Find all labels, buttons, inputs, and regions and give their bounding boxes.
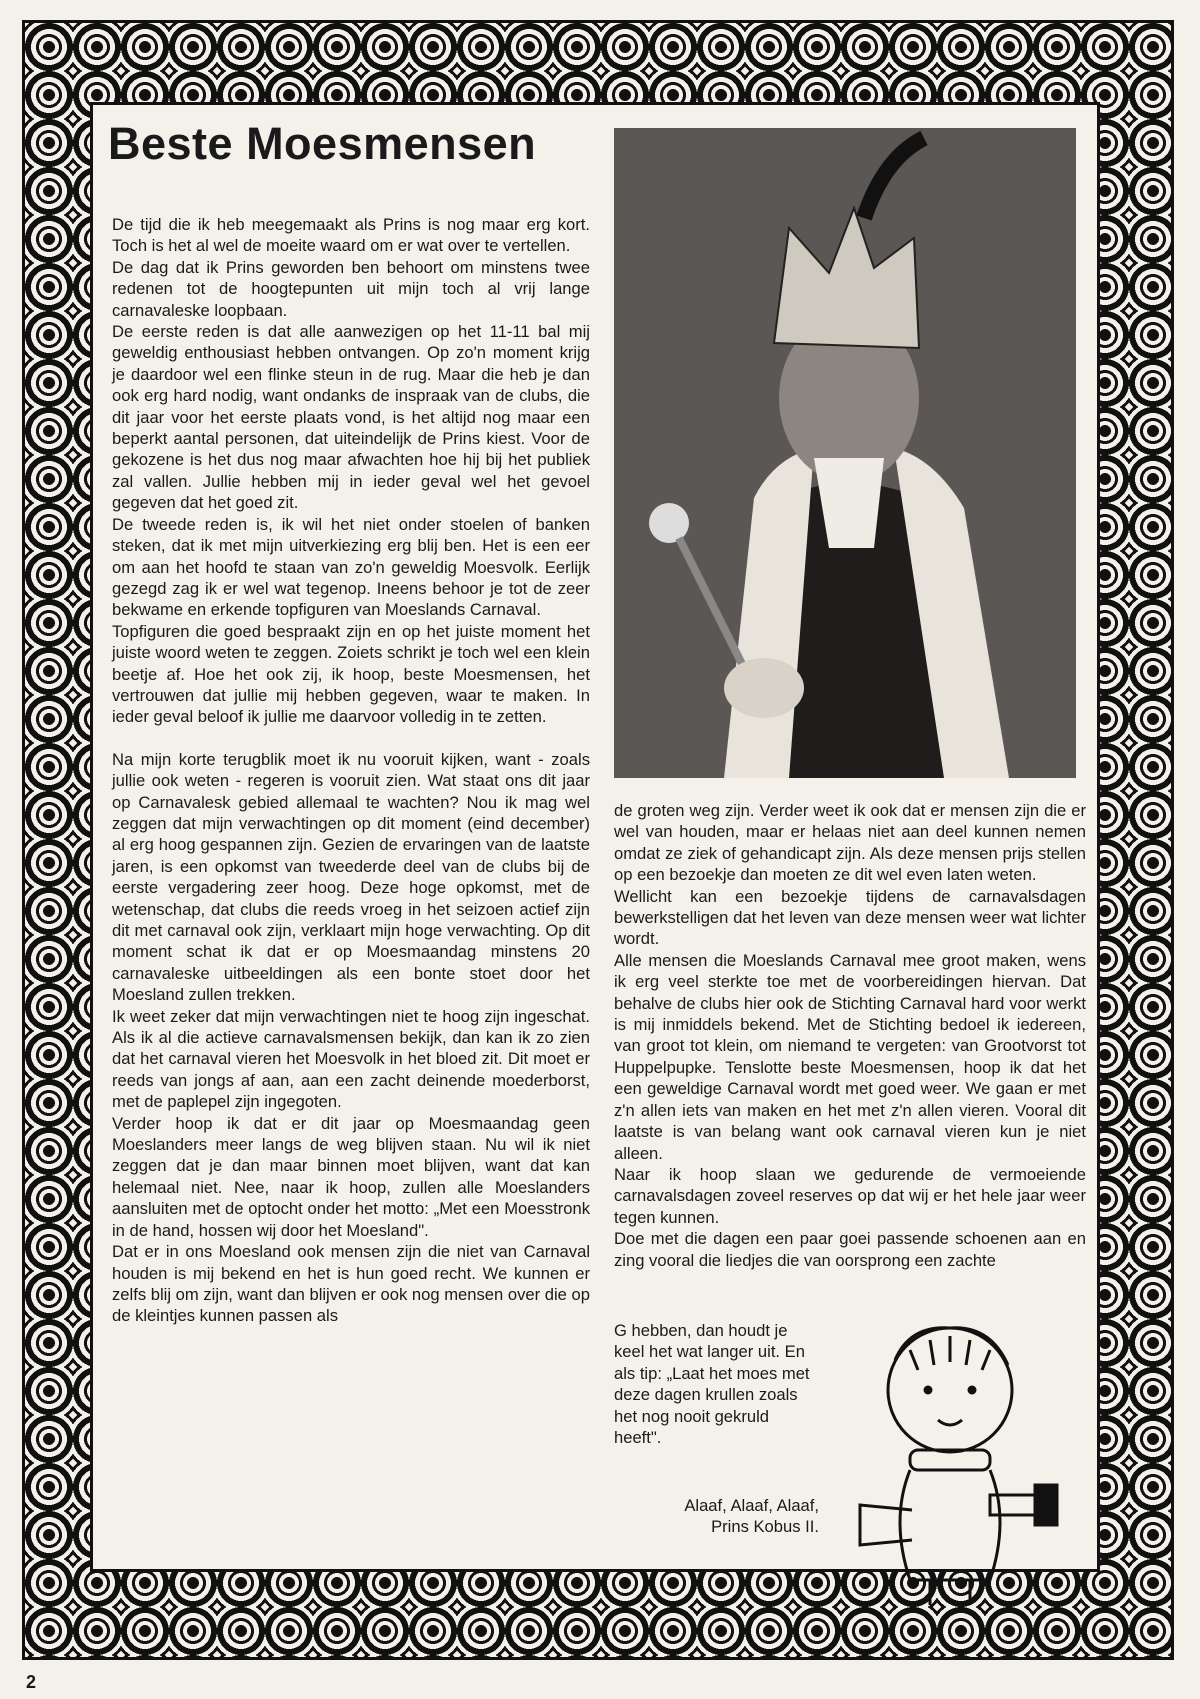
- paragraph: Dat er in ons Moesland ook mensen zijn die niet van Carnaval houden is mij bekend en het is hun goed recht. We kunnen er zelfs blij om zijn, want dan blijven er ook nog mensen over die op de kleintjes kunnen passen als: [112, 1242, 590, 1326]
- closing-line: Alaaf, Alaaf, Alaaf,: [684, 1496, 819, 1515]
- prince-photo: [614, 128, 1076, 778]
- child-drawing-icon: [840, 1310, 1080, 1610]
- right-narrow-text: [614, 1320, 814, 1448]
- paragraph: De dag dat ik Prins geworden ben behoort om minstens twee redenen tot de hoogtepunten uit mijn toch al vrij lange carnavaleske loopbaan.: [112, 257, 590, 320]
- signature: Prins Kobus II.: [711, 1517, 819, 1537]
- child-illustration: [840, 1310, 1080, 1615]
- paragraph: De tijd die ik heb meegemaakt als Prins is nog maar erg kort. Toch is het al wel de moeite waard om er wat over te vertellen.: [112, 215, 590, 256]
- paragraph: Na mijn korte terugblik moet ik nu vooruit kijken, want - zoals jullie ook weten - regeren is vooruit zien. Wat staat ons dit jaar op Carnavalesk gebied allemaal te wachten? Nou ik mag wel zeggen dat mijn verwachtingen op dit moment (eind december) al erg hoog gespannen zijn. Gezien de ervaringen van de laatste jaren, is een opkomst van tweederde deel van de clubs bij de eerste vergadering zeer hoog. Deze hoge opkomst, met de wetenschap, dat clubs die reeds vroeg in het seizoen actief zijn dit met carnaval ook zijn, verklaart mijn hoge verwachting. Op dit moment schat ik dat er op Moesmaandag minstens 20 carnavaleske uitbeeldingen als een bonte stoet door het Moesland zullen trekken.: [112, 749, 590, 1005]
- paragraph: Naar ik hoop slaan we gedurende de vermoeiende carnavalsdagen zoveel reserves op dat wij er het hele jaar weer tegen kunnen.: [614, 1164, 1086, 1227]
- paragraph: G hebben, dan houdt je keel het wat langer uit. En als tip: „Laat het moes met deze dagen krullen zoals het nog nooit gekruld heeft".: [614, 1321, 810, 1448]
- paragraph: Ik weet zeker dat mijn verwachtingen niet te hoog zijn ingeschat. Als ik al die actieve carnavalsmensen bekijk, dan kan ik zo zien dat het carnaval vieren het Moesvolk in het bloed zit. Dit moet er reeds van jongs af aan, aan een zacht deinende moederborst, met de paplepel zijn ingegoten.: [112, 1006, 590, 1112]
- prince-portrait-image: [614, 128, 1076, 778]
- right-column: [614, 800, 1086, 1271]
- signature-block: [614, 1495, 819, 1538]
- article-title: Beste Moesmensen: [108, 118, 537, 169]
- paragraph: De tweede reden is, ik wil het niet onder stoelen of banken steken, dat ik met mijn uitverkiezing erg blij ben. Het is een eer om aan het hoofd te staan van zo'n geweldig Moesvolk. Eerlijk gezegd zag ik er wel wat tegenop. Ineens behoor je tot de zeer bekwame en erkende topfiguren van Moeslands Carnaval.: [112, 514, 590, 620]
- paragraph: De eerste reden is dat alle aanwezigen op het 11-11 bal mij geweldig enthousiast hebben ontvangen. Op zo'n moment krijg je daardoor wel een flinke steun in de rug. Maar die heb je dan ook erg hard nodig, want ondanks de inspraak van de clubs, die dit jaar voor het eerste plaats vond, is het altijd nog maar een beperkt aantal personen, dat uiteindelijk de Prins kiest. Voor de gekozene is het dus nog maar afwachten hoe hij bij het publiek zal vallen. Jullie hebben mij in ieder geval wel het gevoel gegeven dat het goed zit.: [112, 322, 590, 513]
- left-column: [112, 214, 590, 1327]
- paragraph: Topfiguren die goed bespraakt zijn en op het juiste moment het juiste woord weten te zeggen. Zoiets schrikt je toch wel een klein beetje af. Hoe het ook zij, ik hoop, beste Moesmensen, het vertrouwen dat jullie mij hebben gegeven, waar te maken. In ieder geval beloof ik jullie me daarvoor volledig in te zetten.: [112, 621, 590, 727]
- paragraph: Verder hoop ik dat er dit jaar op Moesmaandag geen Moeslanders meer langs de weg blijven staan. Nu wil ik niet zeggen dat je dan maar binnen moet blijven, want dat kan helemaal niet. Nee, naar ik hoop, zullen alle Moeslanders aansluiten met de optocht onder het motto: „Met een Moesstronk in de hand, hossen wij door het Moesland".: [112, 1113, 590, 1240]
- paragraph: de groten weg zijn. Verder weet ik ook dat er mensen zijn die er wel van houden, maar er helaas niet aan deel kunnen nemen omdat ze ziek of gehandicapt zijn. Als deze mensen prijs stellen op een bezoekje dan moeten ze dit wel even laten weten.: [614, 801, 1086, 885]
- paragraph: Doe met die dagen een paar goei passende schoenen aan en zing vooral die liedjes die van oorsprong een zachte: [614, 1229, 1086, 1270]
- page-number: 2: [26, 1672, 37, 1692]
- paragraph: Wellicht kan een bezoekje tijdens de carnavalsdagen bewerkstelligen dat het leven van deze mensen weer wat lichter wordt.: [614, 886, 1086, 949]
- paragraph: Alle mensen die Moeslands Carnaval mee groot maken, wens ik erg veel sterkte toe met de voorbereidingen hiervan. Dat behalve de clubs hier ook de Stichting Carnaval hard voor werkt is mij inmiddels bekend. Met de Stichting bedoel ik iedereen, van groot tot klein, om niemand te vergeten: van Grootvorst tot Huppelpupke. Tenslotte beste Moesmensen, hoop ik dat het een geweldige Carnaval wordt met goed weer. We gaan er met z'n allen iets van maken en het met z'n allen vieren. Vooral dit laatste is van belang want ook carnaval vieren kun je niet alleen.: [614, 950, 1086, 1163]
